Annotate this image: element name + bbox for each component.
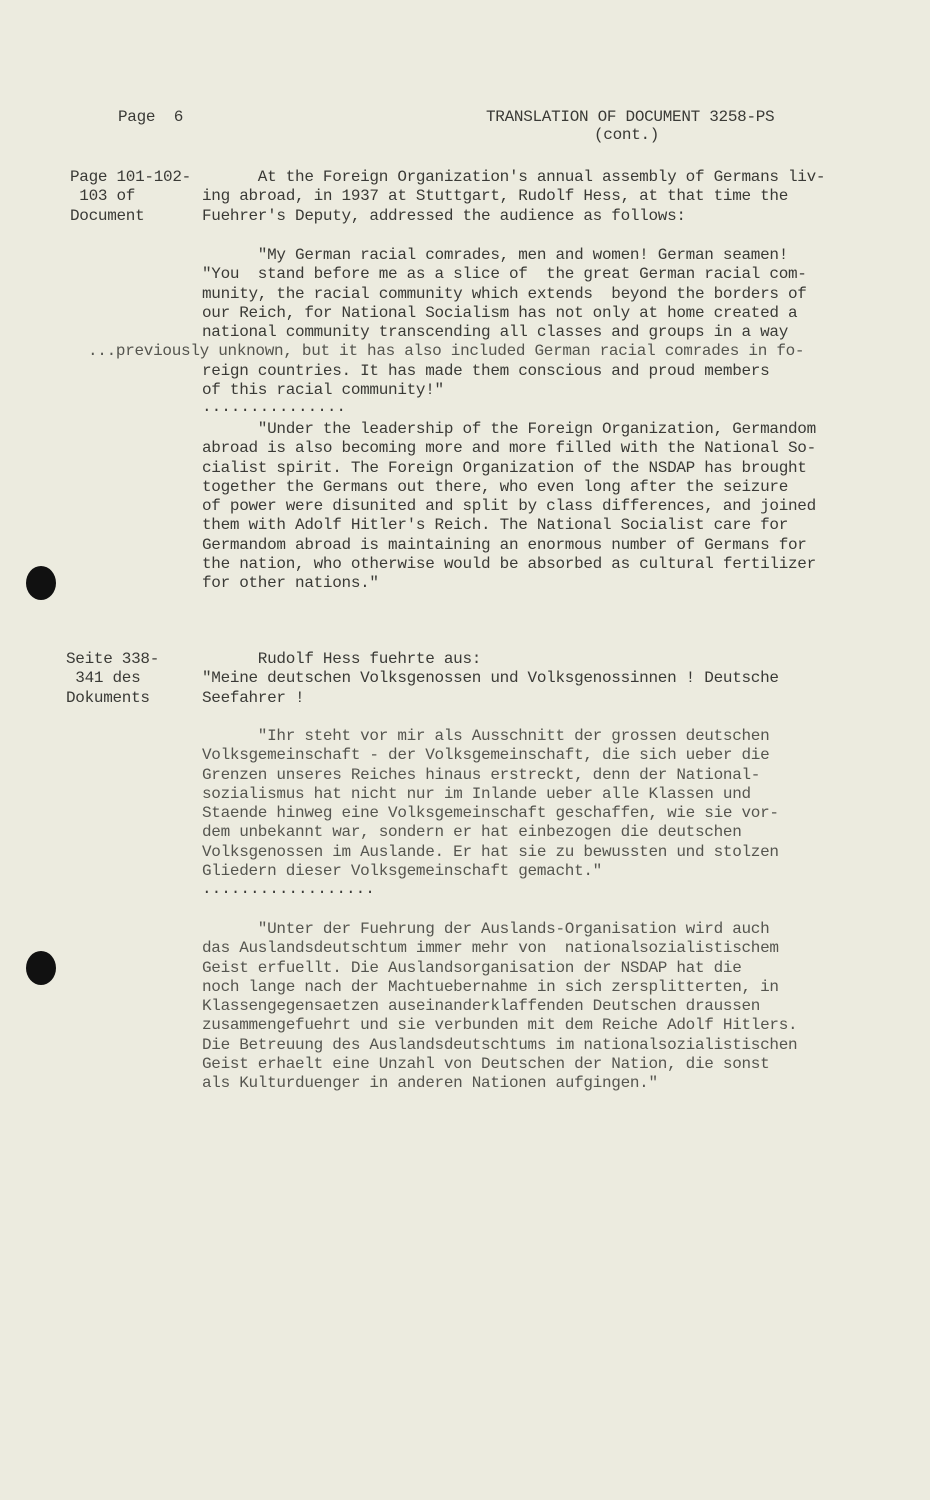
text-line: abroad is also becoming more and more filled with the National So- [202,439,816,458]
text-line: munity, the racial community which extends beyond the borders of [202,284,807,303]
text-line: "Meine deutschen Volksgenossen und Volksgenossinnen ! Deutsche [202,669,779,688]
document-title-cont: (cont.) [594,126,660,144]
text-line: Volksgenossen im Auslande. Er hat sie zu bewussten und stolzen [202,842,779,861]
text-line: Rudolf Hess fuehrte aus: [202,650,482,668]
text-line: "My German racial comrades, men and women! German seamen! [202,246,788,264]
text-line: our Reich, for National Socialism has not only at home created a [202,303,798,322]
text-line: national community transcending all classes and groups in a way [202,323,788,342]
punch-hole [26,566,56,600]
text-line: Geist erfuellt. Die Auslandsorganisation der NSDAP hat die [202,958,742,977]
english-quote-1-end [202,362,769,401]
text-line: Die Betreuung des Auslandsdeutschtums im nationalsozialistischen [202,1035,798,1054]
text-line: Document [70,206,145,225]
text-line: the nation, who otherwise would be absorbed as cultural fertilizer [202,555,816,574]
german-intro-paragraph [202,650,779,708]
text-line: At the Foreign Organization's annual assembly of Germans liv- [202,168,826,186]
text-line: "You stand before me as a slice of the great German racial com- [202,265,807,284]
english-intro-paragraph [202,168,825,226]
text-line: Geist erhaelt eine Unzahl von Deutschen der Nation, die sonst [202,1055,770,1074]
text-line: Fuehrer's Deputy, addressed the audience as follows: [202,206,686,225]
text-line: for other nations." [202,574,379,593]
text-line: 103 of [70,187,136,206]
text-line: dem unbekannt war, sondern er hat einbezogen die deutschen [202,823,742,842]
text-line: Germandom abroad is maintaining an enormous number of Germans for [202,535,807,554]
text-line: "Under the leadership of the Foreign Organization, Germandom [202,420,816,438]
text-line: cialist spirit. The Foreign Organization of the NSDAP has brought [202,458,807,477]
english-margin-note [70,168,191,226]
ellipsis-divider: ............... [202,398,347,416]
text-line: Volksgemeinschaft - der Volksgemeinschaft, die sich ueber die [202,746,770,765]
text-line: them with Adolf Hitler's Reich. The National Socialist care for [202,516,788,535]
text-line: "Unter der Fuehrung der Auslands-Organisation wird auch [202,920,770,938]
english-quote-2 [202,420,816,594]
english-quote-1-outdent-line: ...previously unknown, but it has also included German racial comrades in fo- [88,342,805,360]
german-quote-1 [202,727,779,881]
text-line: Staende hinweg eine Volksgemeinschaft geschaffen, wie sie vor- [202,804,779,823]
text-line: sozialismus hat nicht nur im Inlande ueber alle Klassen und [202,784,751,803]
text-line: als Kulturduenger in anderen Nationen aufgingen." [202,1074,658,1093]
ellipsis-divider: .................. [202,880,375,898]
text-line: noch lange nach der Machtuebernahme in sich zersplitterten, in [202,977,779,996]
text-line: of this racial community!" [202,381,444,400]
text-line: Seefahrer ! [202,688,305,707]
text-line: Gliedern dieser Volksgemeinschaft gemacht." [202,862,602,881]
text-line: reign countries. It has made them conscious and proud members [202,362,770,380]
text-line: together the Germans out there, who even long after the seizure [202,477,788,496]
text-line: of power were disunited and split by class differences, and joined [202,497,816,516]
text-line: das Auslandsdeutschtum immer mehr von nationalsozialistischem [202,939,779,958]
german-margin-note [66,650,159,708]
punch-hole [26,951,56,985]
german-quote-2 [202,920,797,1094]
text-line: "Ihr steht vor mir als Ausschnitt der grossen deutschen [202,727,770,745]
text-line: Seite 338- [66,650,160,668]
text-line: zusammengefuehrt und sie verbunden mit dem Reiche Adolf Hitlers. [202,1016,798,1035]
text-line: Grenzen unseres Reiches hinaus erstreckt, denn der National- [202,765,761,784]
text-line: ing abroad, in 1937 at Stuttgart, Rudolf Hess, at that time the [202,187,788,206]
text-line: 341 des [66,669,141,688]
text-line: Dokuments [66,688,150,707]
document-title: TRANSLATION OF DOCUMENT 3258-PS [486,108,775,126]
english-quote-1 [202,246,807,342]
text-line: Klassengegensaetzen auseinanderklaffenden Deutschen draussen [202,997,761,1016]
text-line: Page 101-102- [70,168,191,186]
page-number: Page 6 [118,108,184,126]
